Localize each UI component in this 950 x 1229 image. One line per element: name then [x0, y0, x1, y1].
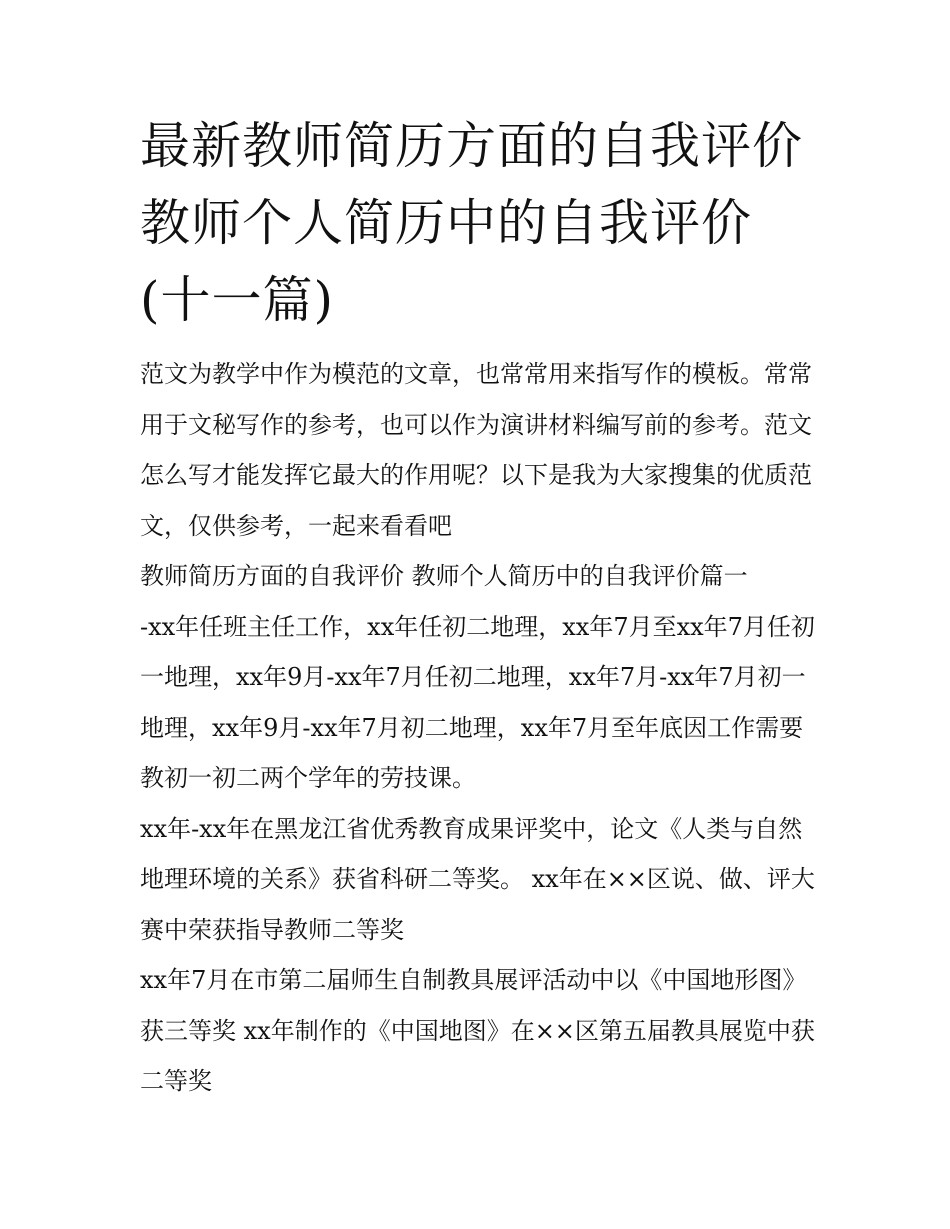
section-heading: 教师简历方面的自我评价 教师个人简历中的自我评价篇一	[140, 562, 748, 590]
document-page	[140, 108, 820, 1107]
award-paragraph-2: xx年7月在市第二届师生自制教具展评活动中以《中国地形图》获三等奖 xx年制作的《中国地图》在××区第五届教具展览中获二等奖	[140, 966, 815, 1095]
teaching-history-paragraph: -xx年任班主任工作，xx年任初二地理，xx年7月至xx年7月任初一地理，xx年9月-xx年7月任初二地理，xx年7月-xx年7月初一地理，xx年9月-xx年7月初二地理，xx年7月至年底因工作需要教初一初二两个学年的劳技课。	[140, 612, 815, 792]
document-title: 最新教师简历方面的自我评价 教师个人简历中的自我评价(十一篇)	[140, 117, 803, 329]
award-paragraph-1: xx年-xx年在黑龙江省优秀教育成果评奖中，论文《人类与自然地理环境的关系》获省科研二等奖。 xx年在××区说、做、评大赛中荣获指导教师二等奖	[140, 814, 815, 944]
intro-paragraph: 范文为教学中作为模范的文章，也常常用来指写作的模板。常常用于文秘写作的参考，也可以作为演讲材料编写前的参考。范文怎么写才能发挥它最大的作用呢？以下是我为大家搜集的优质范文，仅供参考，一起来看看吧	[140, 360, 812, 540]
